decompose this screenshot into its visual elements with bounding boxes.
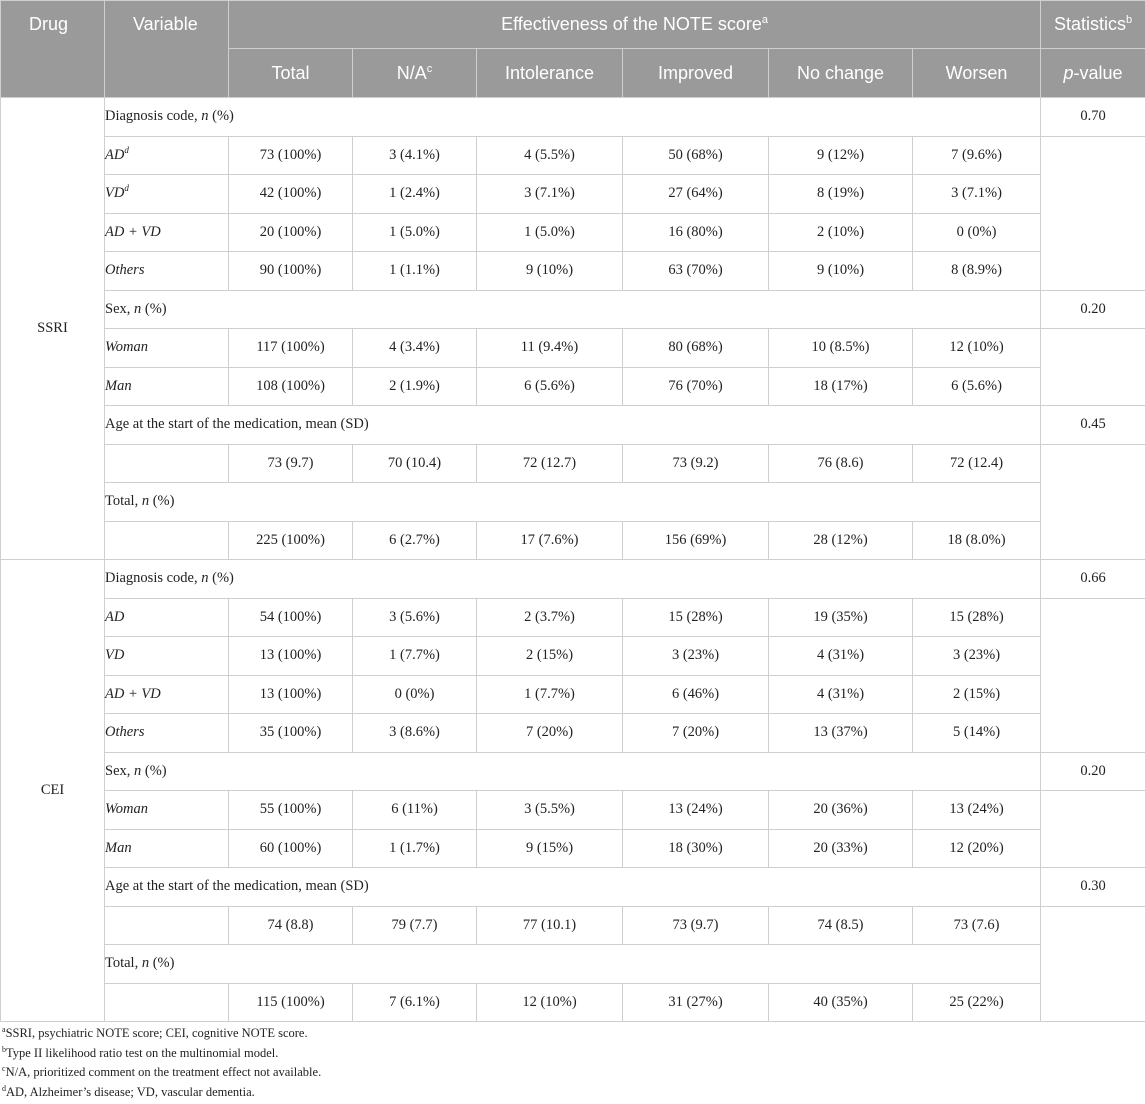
data-cell: 17 (7.6%): [477, 521, 623, 560]
data-cell: 12 (10%): [477, 983, 623, 1022]
row-label: $VD^d$: [105, 175, 229, 214]
data-cell: 20 (33%): [769, 829, 913, 868]
data-cell: 0 (0%): [353, 675, 477, 714]
data-cell: 9 (10%): [769, 252, 913, 291]
row-label: AD + VD: [105, 675, 229, 714]
data-cell: 4 (31%): [769, 675, 913, 714]
p-value-cell: 0.45: [1041, 406, 1145, 445]
data-cell: 15 (28%): [913, 598, 1041, 637]
data-cell: 1 (7.7%): [477, 675, 623, 714]
data-cell: 76 (8.6): [769, 444, 913, 483]
table-row: [1, 444, 1145, 483]
p-value-blank: [1041, 598, 1145, 752]
data-cell: 9 (10%): [477, 252, 623, 291]
row-label: VD: [105, 637, 229, 676]
data-cell: 3 (7.1%): [477, 175, 623, 214]
data-cell: 42 (100%): [229, 175, 353, 214]
data-cell: 1 (2.4%): [353, 175, 477, 214]
data-cell: 6 (5.6%): [477, 367, 623, 406]
variable-label: Sex, n (%): [105, 752, 1041, 791]
data-cell: 7 (20%): [477, 714, 623, 753]
variable-label: Diagnosis code, n (%): [105, 98, 1041, 137]
header-p-value: p-value: [1041, 49, 1145, 98]
data-cell: 115 (100%): [229, 983, 353, 1022]
data-cell: 12 (20%): [913, 829, 1041, 868]
p-value-cell: 0.66: [1041, 560, 1145, 599]
header-intolerance: Intolerance: [477, 49, 623, 98]
row-label: [105, 983, 229, 1022]
data-cell: 2 (3.7%): [477, 598, 623, 637]
data-cell: 2 (15%): [477, 637, 623, 676]
data-cell: 3 (4.1%): [353, 136, 477, 175]
table-row: [1, 983, 1145, 1022]
data-cell: 5 (14%): [913, 714, 1041, 753]
data-cell: 7 (20%): [623, 714, 769, 753]
footnote: $^c$N/A, prioritized comment on the treatment effect not available.: [2, 1063, 322, 1079]
data-cell: 6 (5.6%): [913, 367, 1041, 406]
data-cell: 63 (70%): [623, 252, 769, 291]
table-row: [1, 213, 1145, 252]
row-label: Woman: [105, 329, 229, 368]
age-label-row: [1, 406, 1145, 445]
table-row: [1, 714, 1145, 753]
variable-label: Total, n (%): [105, 945, 1041, 984]
data-cell: 8 (19%): [769, 175, 913, 214]
header-na: $N/A^c$: [353, 49, 477, 98]
header-drug: Drug: [1, 1, 105, 98]
data-cell: 156 (69%): [623, 521, 769, 560]
data-cell: 72 (12.7): [477, 444, 623, 483]
header-variable: Variable: [105, 1, 229, 98]
row-label: Others: [105, 252, 229, 291]
data-cell: 6 (46%): [623, 675, 769, 714]
variable-label: Total, n (%): [105, 483, 1041, 522]
header-statistics: Statistics$^b$: [1041, 1, 1145, 49]
drug-cell: CEI: [1, 560, 105, 1022]
data-cell: 2 (10%): [769, 213, 913, 252]
data-cell: 54 (100%): [229, 598, 353, 637]
variable-label: Age at the start of the medication, mean (SD): [105, 868, 1041, 907]
data-cell: 73 (100%): [229, 136, 353, 175]
header-worsen: Worsen: [913, 49, 1041, 98]
data-cell: 7 (9.6%): [913, 136, 1041, 175]
data-cell: 18 (8.0%): [913, 521, 1041, 560]
data-cell: 20 (36%): [769, 791, 913, 830]
data-cell: 9 (15%): [477, 829, 623, 868]
data-cell: 76 (70%): [623, 367, 769, 406]
data-cell: 20 (100%): [229, 213, 353, 252]
row-label: Man: [105, 829, 229, 868]
table-row: [1, 829, 1145, 868]
data-cell: 11 (9.4%): [477, 329, 623, 368]
data-cell: 7 (6.1%): [353, 983, 477, 1022]
p-value-cell: 0.20: [1041, 290, 1145, 329]
data-cell: 18 (30%): [623, 829, 769, 868]
data-cell: 77 (10.1): [477, 906, 623, 945]
data-cell: 117 (100%): [229, 329, 353, 368]
p-value-blank: [1041, 791, 1145, 868]
data-cell: 74 (8.5): [769, 906, 913, 945]
footnote: $^b$Type II likelihood ratio test on the multinomial model.: [2, 1044, 279, 1060]
data-cell: 13 (37%): [769, 714, 913, 753]
data-cell: 9 (12%): [769, 136, 913, 175]
data-cell: 1 (5.0%): [477, 213, 623, 252]
sex-label-row: [1, 752, 1145, 791]
data-cell: 27 (64%): [623, 175, 769, 214]
data-cell: 2 (15%): [913, 675, 1041, 714]
footnotes: [2, 1024, 321, 1102]
table-row: [1, 637, 1145, 676]
data-cell: 19 (35%): [769, 598, 913, 637]
data-cell: 15 (28%): [623, 598, 769, 637]
data-cell: 13 (100%): [229, 637, 353, 676]
data-cell: 73 (7.6): [913, 906, 1041, 945]
header-improved: Improved: [623, 49, 769, 98]
data-cell: 73 (9.7): [623, 906, 769, 945]
data-cell: 13 (100%): [229, 675, 353, 714]
data-cell: 72 (12.4): [913, 444, 1041, 483]
row-label: Man: [105, 367, 229, 406]
data-cell: 6 (11%): [353, 791, 477, 830]
p-value-cell: 0.30: [1041, 868, 1145, 907]
table-row: [1, 675, 1145, 714]
header-total: Total: [229, 49, 353, 98]
header-no-change: No change: [769, 49, 913, 98]
data-cell: 3 (5.5%): [477, 791, 623, 830]
p-value-blank: [1041, 906, 1145, 1022]
data-cell: 74 (8.8): [229, 906, 353, 945]
footnote: $^a$SSRI, psychiatric NOTE score; CEI, cognitive NOTE score.: [2, 1024, 308, 1040]
data-cell: 6 (2.7%): [353, 521, 477, 560]
p-value-blank: [1041, 329, 1145, 406]
data-cell: 70 (10.4): [353, 444, 477, 483]
data-cell: 10 (8.5%): [769, 329, 913, 368]
table-row: [1, 598, 1145, 637]
total-label-row: [1, 945, 1145, 984]
table-row: [1, 791, 1145, 830]
footnote: $^d$AD, Alzheimer’s disease; VD, vascular dementia.: [2, 1083, 255, 1099]
data-cell: 4 (31%): [769, 637, 913, 676]
row-label: $AD^d$: [105, 136, 229, 175]
data-cell: 2 (1.9%): [353, 367, 477, 406]
data-cell: 25 (22%): [913, 983, 1041, 1022]
data-cell: 0 (0%): [913, 213, 1041, 252]
data-cell: 3 (23%): [913, 637, 1041, 676]
table-row: [1, 252, 1145, 291]
data-cell: 13 (24%): [623, 791, 769, 830]
table-header: [1, 1, 1145, 98]
data-cell: 18 (17%): [769, 367, 913, 406]
p-value-cell: 0.20: [1041, 752, 1145, 791]
p-value-blank: [1041, 444, 1145, 560]
table-body: [1, 98, 1145, 1022]
data-cell: 80 (68%): [623, 329, 769, 368]
data-cell: 55 (100%): [229, 791, 353, 830]
p-value-blank: [1041, 136, 1145, 290]
row-label: AD: [105, 598, 229, 637]
data-cell: 90 (100%): [229, 252, 353, 291]
p-value-cell: 0.70: [1041, 98, 1145, 137]
table-row: [1, 906, 1145, 945]
row-label: AD + VD: [105, 213, 229, 252]
data-cell: 1 (1.7%): [353, 829, 477, 868]
data-cell: 35 (100%): [229, 714, 353, 753]
header-effectiveness: Effectiveness of the NOTE score$^a$: [229, 1, 1041, 49]
data-cell: 73 (9.7): [229, 444, 353, 483]
data-cell: 3 (23%): [623, 637, 769, 676]
row-label: [105, 906, 229, 945]
data-cell: 12 (10%): [913, 329, 1041, 368]
data-cell: 16 (80%): [623, 213, 769, 252]
data-cell: 79 (7.7): [353, 906, 477, 945]
row-label: Others: [105, 714, 229, 753]
data-cell: 73 (9.2): [623, 444, 769, 483]
table-row: [1, 175, 1145, 214]
total-label-row: [1, 483, 1145, 522]
data-cell: 13 (24%): [913, 791, 1041, 830]
diagnosis-label-row: [1, 98, 1145, 137]
data-cell: 3 (8.6%): [353, 714, 477, 753]
row-label: Woman: [105, 791, 229, 830]
row-label: [105, 444, 229, 483]
data-cell: 1 (7.7%): [353, 637, 477, 676]
data-cell: 3 (5.6%): [353, 598, 477, 637]
data-cell: 3 (7.1%): [913, 175, 1041, 214]
data-cell: 4 (5.5%): [477, 136, 623, 175]
table-row: [1, 521, 1145, 560]
variable-label: Diagnosis code, n (%): [105, 560, 1041, 599]
data-cell: 4 (3.4%): [353, 329, 477, 368]
data-cell: 108 (100%): [229, 367, 353, 406]
age-label-row: [1, 868, 1145, 907]
data-cell: 40 (35%): [769, 983, 913, 1022]
table-row: [1, 136, 1145, 175]
row-label: [105, 521, 229, 560]
diagnosis-label-row: [1, 560, 1145, 599]
table-row: [1, 329, 1145, 368]
data-cell: 50 (68%): [623, 136, 769, 175]
data-cell: 31 (27%): [623, 983, 769, 1022]
data-cell: 60 (100%): [229, 829, 353, 868]
sex-label-row: [1, 290, 1145, 329]
table-row: [1, 367, 1145, 406]
drug-cell: SSRI: [1, 98, 105, 560]
data-cell: 1 (5.0%): [353, 213, 477, 252]
variable-label: Sex, n (%): [105, 290, 1041, 329]
data-cell: 28 (12%): [769, 521, 913, 560]
data-cell: 8 (8.9%): [913, 252, 1041, 291]
variable-label: Age at the start of the medication, mean (SD): [105, 406, 1041, 445]
data-cell: 1 (1.1%): [353, 252, 477, 291]
data-cell: 225 (100%): [229, 521, 353, 560]
